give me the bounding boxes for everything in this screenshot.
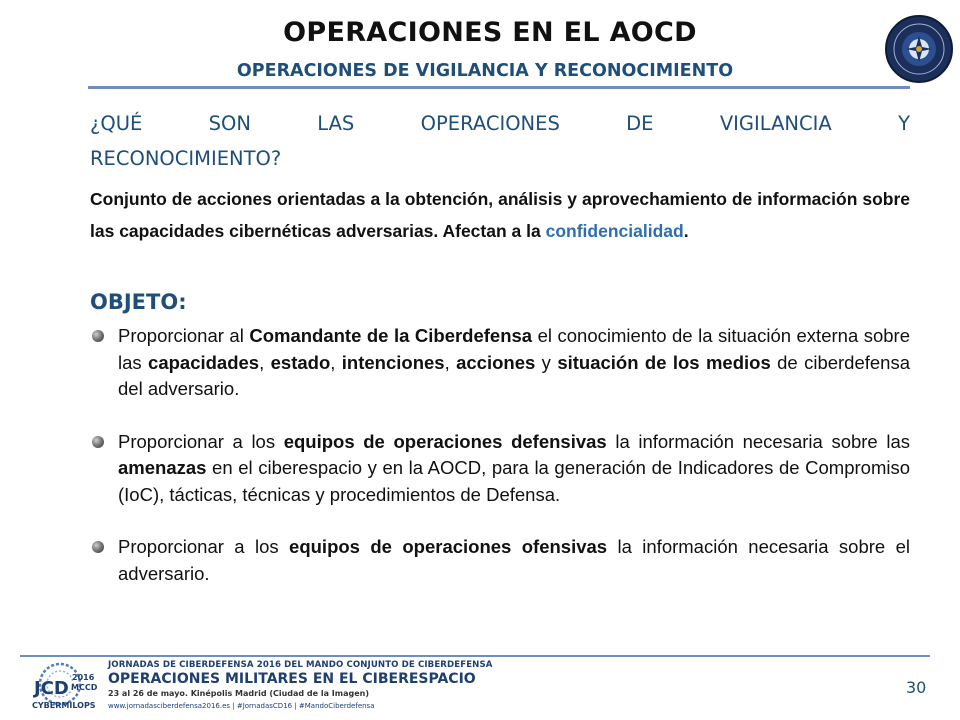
bold-phrase: equipos de operaciones defensivas <box>283 430 607 452</box>
question-word: OPERACIONES <box>420 112 560 135</box>
question-word: Y <box>898 112 910 135</box>
bold-phrase: amenazas <box>118 457 207 478</box>
question-word: SON <box>208 112 251 135</box>
definition-highlight: confidencialidad <box>545 221 684 241</box>
bullet-dot-icon <box>92 330 104 342</box>
logo-mccd-text: MCCD <box>71 683 98 692</box>
text-run: la información necesaria sobre las <box>606 430 910 452</box>
question-line-2: RECONOCIMIENTO? <box>90 147 282 170</box>
header-divider <box>88 86 910 89</box>
section-question <box>90 106 910 176</box>
logo-year-text: 2016 <box>72 673 95 682</box>
question-word: DE <box>626 112 654 135</box>
definition-paragraph <box>90 183 910 247</box>
text-run: de ciberdefensa del adversario. <box>118 351 911 399</box>
bullet-dot-icon <box>92 541 104 553</box>
text-run: en el ciberespacio y en la AOCD, para la generación de Indicadores de Compromiso (IoC), tácticas, técnicas y procedimientos de Defensa. <box>118 457 910 505</box>
objective-item <box>90 534 910 587</box>
bold-phrase: Comandante de la Ciberdefensa <box>249 325 533 346</box>
text-run: , <box>444 351 457 373</box>
definition-text: Conjunto de acciones orientadas a la obtención, análisis y aprovechamiento de información sobre las capacidades cibernéticas adversarias. Afectan a la <box>90 189 910 241</box>
unit-emblem-icon <box>884 14 954 84</box>
text-run: Proporcionar a los <box>118 430 284 452</box>
objective-list <box>90 323 910 613</box>
footer-event-title: OPERACIONES MILITARES EN EL CIBERESPACIO <box>108 671 476 687</box>
bold-phrase: equipos de operaciones ofensivas <box>289 536 608 557</box>
text-run: Proporcionar a los <box>118 536 290 557</box>
logo-main-text: JCD <box>34 678 69 699</box>
objective-item <box>90 429 910 509</box>
text-run: y <box>535 351 558 373</box>
page-number: 30 <box>906 678 927 697</box>
text-run: Proporcionar al <box>118 325 250 346</box>
text-run: la información necesaria sobre el adversario. <box>118 536 910 584</box>
bold-phrase: intenciones <box>341 351 445 373</box>
footer-event-date: 23 al 26 de mayo. Kinépolis Madrid (Ciudad de la Imagen) <box>108 689 370 698</box>
objective-item <box>90 323 910 403</box>
jcd-logo-icon <box>30 660 102 714</box>
definition-end: . <box>683 221 689 241</box>
text-run: , <box>330 351 342 373</box>
bold-phrase: situación de los medios <box>557 351 771 373</box>
bold-phrase: acciones <box>456 351 536 373</box>
bold-phrase: capacidades <box>148 351 260 373</box>
objeto-heading: OBJETO: <box>90 290 187 314</box>
footer-links[interactable]: www.jornadasciberdefensa2016.es | #JornadasCD16 | #MandoCiberdefensa <box>108 702 375 710</box>
question-line-1 <box>90 106 910 141</box>
question-word: ¿QUÉ <box>90 112 143 135</box>
bold-phrase: estado <box>270 351 331 373</box>
slide-title: OPERACIONES EN EL AOCD <box>283 17 697 48</box>
bullet-dot-icon <box>92 436 104 448</box>
text-run: el conocimiento de la situación externa sobre las <box>118 325 911 373</box>
question-word: LAS <box>317 112 355 135</box>
logo-sub-text: CYBERMILOPS <box>32 701 96 710</box>
footer-event-name: JORNADAS DE CIBERDEFENSA 2016 DEL MANDO CONJUNTO DE CIBERDEFENSA <box>108 660 493 670</box>
text-run: , <box>259 351 271 373</box>
question-word: VIGILANCIA <box>719 112 832 135</box>
slide-subtitle: OPERACIONES DE VIGILANCIA Y RECONOCIMIENTO <box>236 61 734 81</box>
footer-divider <box>20 655 930 657</box>
